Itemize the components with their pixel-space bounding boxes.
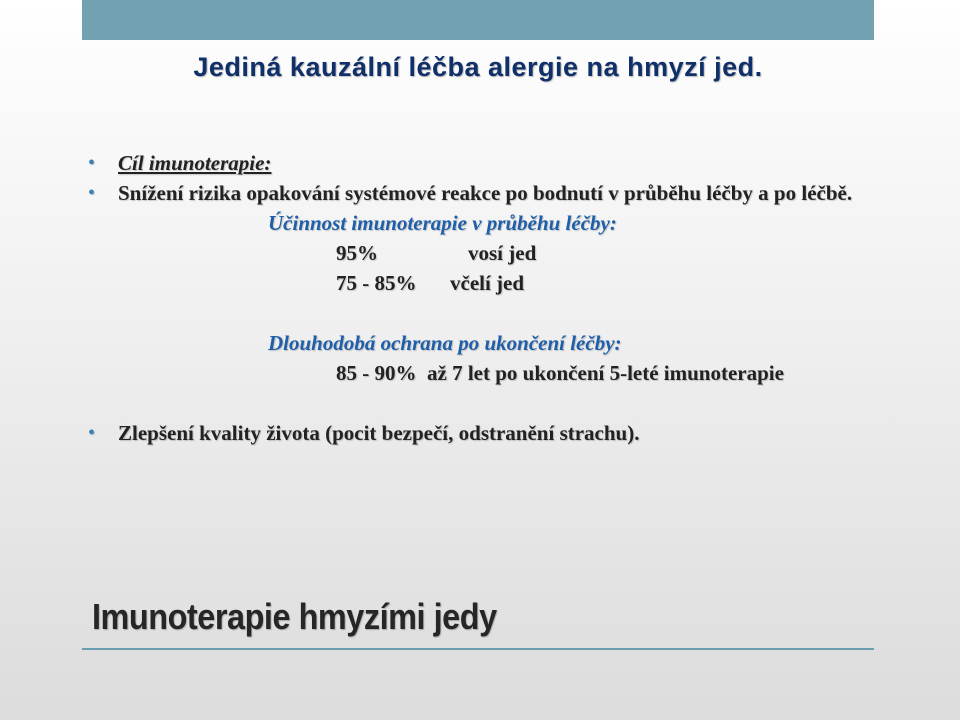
efficacy-label: vosí jed bbox=[468, 241, 537, 265]
efficacy-heading: Účinnost imunoterapie v průběhu léčby: bbox=[268, 211, 617, 235]
efficacy-label: včelí jed bbox=[450, 271, 525, 295]
efficacy-row-wasp bbox=[336, 238, 908, 268]
protection-label: až 7 let po ukončení 5-leté imunoterapie bbox=[427, 361, 784, 385]
slide-content bbox=[88, 148, 908, 448]
goal-text: Snížení rizika opakování systémové reakce po bodnutí v průběhu léčby a po léčbě. bbox=[118, 181, 853, 205]
bullet-item-goal-text bbox=[88, 178, 908, 208]
bullet-item-quality bbox=[88, 418, 908, 448]
goal-label: Cíl imunoterapie: bbox=[118, 151, 272, 175]
bullet-item-goal-label bbox=[88, 148, 908, 178]
protection-value: 85 - 90% bbox=[336, 361, 417, 385]
efficacy-value: 95% bbox=[336, 241, 378, 265]
slide-headline: Jediná kauzální léčba alergie na hmyzí jed. bbox=[193, 52, 763, 82]
top-color-band bbox=[82, 0, 874, 40]
bullet-dot-icon: • bbox=[88, 422, 96, 444]
bullet-dot-icon: • bbox=[88, 182, 96, 204]
quality-text: Zlepšení kvality života (pocit bezpečí, odstranění strachu). bbox=[118, 421, 640, 445]
protection-heading: Dlouhodobá ochrana po ukončení léčby: bbox=[268, 331, 622, 355]
efficacy-value: 75 - 85% bbox=[336, 271, 417, 295]
slide-title: Imunoterapie hmyzími jedy bbox=[92, 596, 497, 637]
efficacy-row-bee bbox=[336, 268, 908, 298]
title-underline-divider bbox=[82, 648, 874, 650]
protection-row bbox=[336, 358, 908, 388]
bullet-dot-icon: • bbox=[88, 152, 96, 174]
